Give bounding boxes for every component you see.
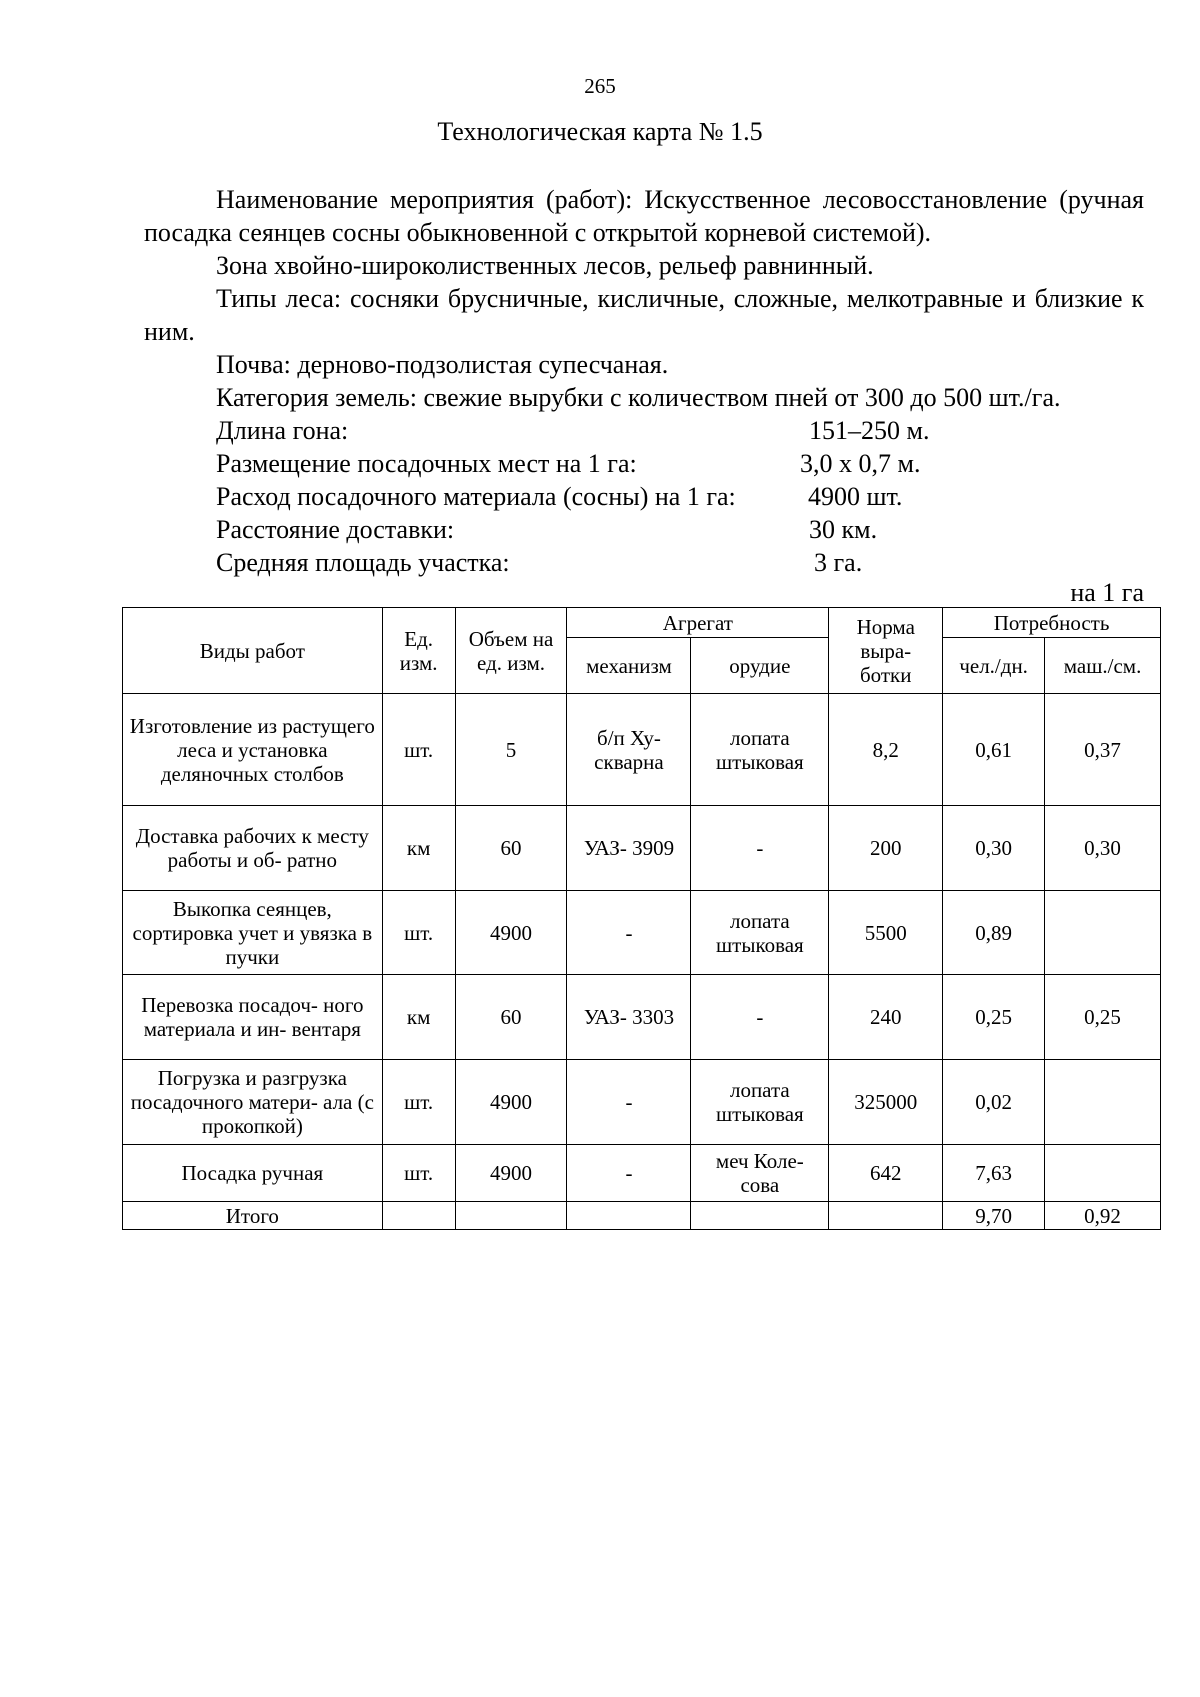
header-need: Потребность bbox=[943, 608, 1161, 638]
page-number: 265 bbox=[584, 74, 616, 98]
cell-tool: - bbox=[691, 975, 829, 1060]
cell-unit: шт. bbox=[382, 1060, 455, 1145]
empty-cell bbox=[567, 1202, 691, 1230]
table-row bbox=[123, 975, 1161, 1060]
paragraph-soil: Почва: дерново-подзолистая супесчаная. bbox=[216, 350, 669, 379]
total-man-days: 9,70 bbox=[943, 1202, 1045, 1230]
cell-volume: 4900 bbox=[455, 1060, 567, 1145]
param-label: Расход посадочного материала (сосны) на 1 га: bbox=[216, 482, 736, 511]
paragraph-land-category: Категория земель: свежие вырубки с количеством пней от 300 до 500 шт./га. bbox=[216, 383, 1061, 412]
cell-man-days: 0,02 bbox=[943, 1060, 1045, 1145]
header-tool: орудие bbox=[691, 638, 829, 694]
cell-work: Доставка рабочих к месту работы и об- ратно bbox=[123, 806, 383, 891]
cell-tool: лопата штыковая bbox=[691, 694, 829, 806]
param-label: Длина гона: bbox=[216, 416, 349, 445]
table-row bbox=[123, 1145, 1161, 1202]
cell-volume: 4900 bbox=[455, 1145, 567, 1202]
cell-unit: шт. bbox=[382, 1145, 455, 1202]
header-machine-shifts: маш./см. bbox=[1045, 638, 1161, 694]
table-row bbox=[123, 806, 1161, 891]
param-label: Расстояние доставки: bbox=[216, 515, 455, 544]
cell-man-days: 0,61 bbox=[943, 694, 1045, 806]
cell-unit: шт. bbox=[382, 694, 455, 806]
cell-unit: км bbox=[382, 975, 455, 1060]
paragraph-activity: Наименование мероприятия (работ): Искусственное лесовосстановление (ручная посадка сеянцев сосны обыкновенной с открытой корневой системой). bbox=[144, 185, 1144, 247]
cell-unit: шт. bbox=[382, 891, 455, 975]
cell-mechanism: УАЗ- 3909 bbox=[567, 806, 691, 891]
header-man-days: чел./дн. bbox=[943, 638, 1045, 694]
cell-norm: 325000 bbox=[829, 1060, 943, 1145]
total-label: Итого bbox=[123, 1202, 383, 1230]
header-norm: Норма выра- ботки bbox=[829, 608, 943, 694]
empty-cell bbox=[455, 1202, 567, 1230]
cell-man-days: 7,63 bbox=[943, 1145, 1045, 1202]
cell-man-days: 0,25 bbox=[943, 975, 1045, 1060]
cell-mechanism: - bbox=[567, 1060, 691, 1145]
cell-mechanism: б/п Ху- скварна bbox=[567, 694, 691, 806]
cell-tool: меч Коле- сова bbox=[691, 1145, 829, 1202]
table-header-row bbox=[123, 608, 1161, 638]
cell-work: Изготовление из растущего леса и установка деляночных столбов bbox=[123, 694, 383, 806]
cell-machine-shifts bbox=[1045, 1060, 1161, 1145]
cell-unit: км bbox=[382, 806, 455, 891]
cell-machine-shifts: 0,37 bbox=[1045, 694, 1161, 806]
total-machine-shifts: 0,92 bbox=[1045, 1202, 1161, 1230]
param-row-planting-spacing bbox=[144, 447, 1144, 480]
param-row-average-area bbox=[144, 546, 1144, 579]
cell-volume: 60 bbox=[455, 975, 567, 1060]
cell-tool: лопата штыковая bbox=[691, 1060, 829, 1145]
cell-norm: 642 bbox=[829, 1145, 943, 1202]
cell-norm: 200 bbox=[829, 806, 943, 891]
cell-mechanism: УАЗ- 3303 bbox=[567, 975, 691, 1060]
header-work-type: Виды работ bbox=[123, 608, 383, 694]
empty-cell bbox=[382, 1202, 455, 1230]
cell-machine-shifts bbox=[1045, 1145, 1161, 1202]
param-row-delivery-distance bbox=[144, 513, 1144, 546]
cell-work: Перевозка посадоч- ного материала и ин- вентаря bbox=[123, 975, 383, 1060]
cell-work: Погрузка и разгрузка посадочного матери- ала (с прокопкой) bbox=[123, 1060, 383, 1145]
document-title: Технологическая карта № 1.5 bbox=[437, 117, 763, 146]
cell-tool: - bbox=[691, 806, 829, 891]
param-row-run-length bbox=[144, 414, 1144, 447]
param-value: 3,0 х 0,7 м. bbox=[800, 449, 921, 478]
cell-mechanism: - bbox=[567, 1145, 691, 1202]
param-label: Средняя площадь участка: bbox=[216, 548, 510, 577]
param-row-material-consumption bbox=[144, 480, 1144, 513]
param-label: Размещение посадочных мест на 1 га: bbox=[216, 449, 637, 478]
cell-tool: лопата штыковая bbox=[691, 891, 829, 975]
cell-norm: 240 bbox=[829, 975, 943, 1060]
unit-note: на 1 га bbox=[1070, 578, 1144, 607]
cell-man-days: 0,89 bbox=[943, 891, 1045, 975]
paragraph-forest-types: Типы леса: сосняки брусничные, кисличные, сложные, мелкотравные и близкие к ним. bbox=[144, 284, 1144, 346]
table-row bbox=[123, 1060, 1161, 1145]
cell-norm: 8,2 bbox=[829, 694, 943, 806]
empty-cell bbox=[829, 1202, 943, 1230]
works-table bbox=[122, 607, 1161, 1230]
param-value: 3 га. bbox=[814, 548, 863, 577]
header-unit: Ед. изм. bbox=[382, 608, 455, 694]
description-block bbox=[144, 183, 1144, 579]
empty-cell bbox=[691, 1202, 829, 1230]
paragraph-zone: Зона хвойно-широколиственных лесов, рельеф равнинный. bbox=[216, 251, 874, 280]
header-mechanism: механизм bbox=[567, 638, 691, 694]
cell-mechanism: - bbox=[567, 891, 691, 975]
header-aggregate: Агрегат bbox=[567, 608, 829, 638]
table-total-row bbox=[123, 1202, 1161, 1230]
cell-machine-shifts bbox=[1045, 891, 1161, 975]
cell-machine-shifts: 0,25 bbox=[1045, 975, 1161, 1060]
param-value: 4900 шт. bbox=[808, 482, 903, 511]
table-row bbox=[123, 694, 1161, 806]
cell-work: Посадка ручная bbox=[123, 1145, 383, 1202]
param-value: 30 км. bbox=[809, 515, 878, 544]
cell-man-days: 0,30 bbox=[943, 806, 1045, 891]
cell-work: Выкопка сеянцев, сортировка учет и увязка в пучки bbox=[123, 891, 383, 975]
cell-volume: 4900 bbox=[455, 891, 567, 975]
param-value: 151–250 м. bbox=[809, 416, 930, 445]
cell-norm: 5500 bbox=[829, 891, 943, 975]
cell-machine-shifts: 0,30 bbox=[1045, 806, 1161, 891]
cell-volume: 5 bbox=[455, 694, 567, 806]
header-volume: Объем на ед. изм. bbox=[455, 608, 567, 694]
table-row bbox=[123, 891, 1161, 975]
cell-volume: 60 bbox=[455, 806, 567, 891]
